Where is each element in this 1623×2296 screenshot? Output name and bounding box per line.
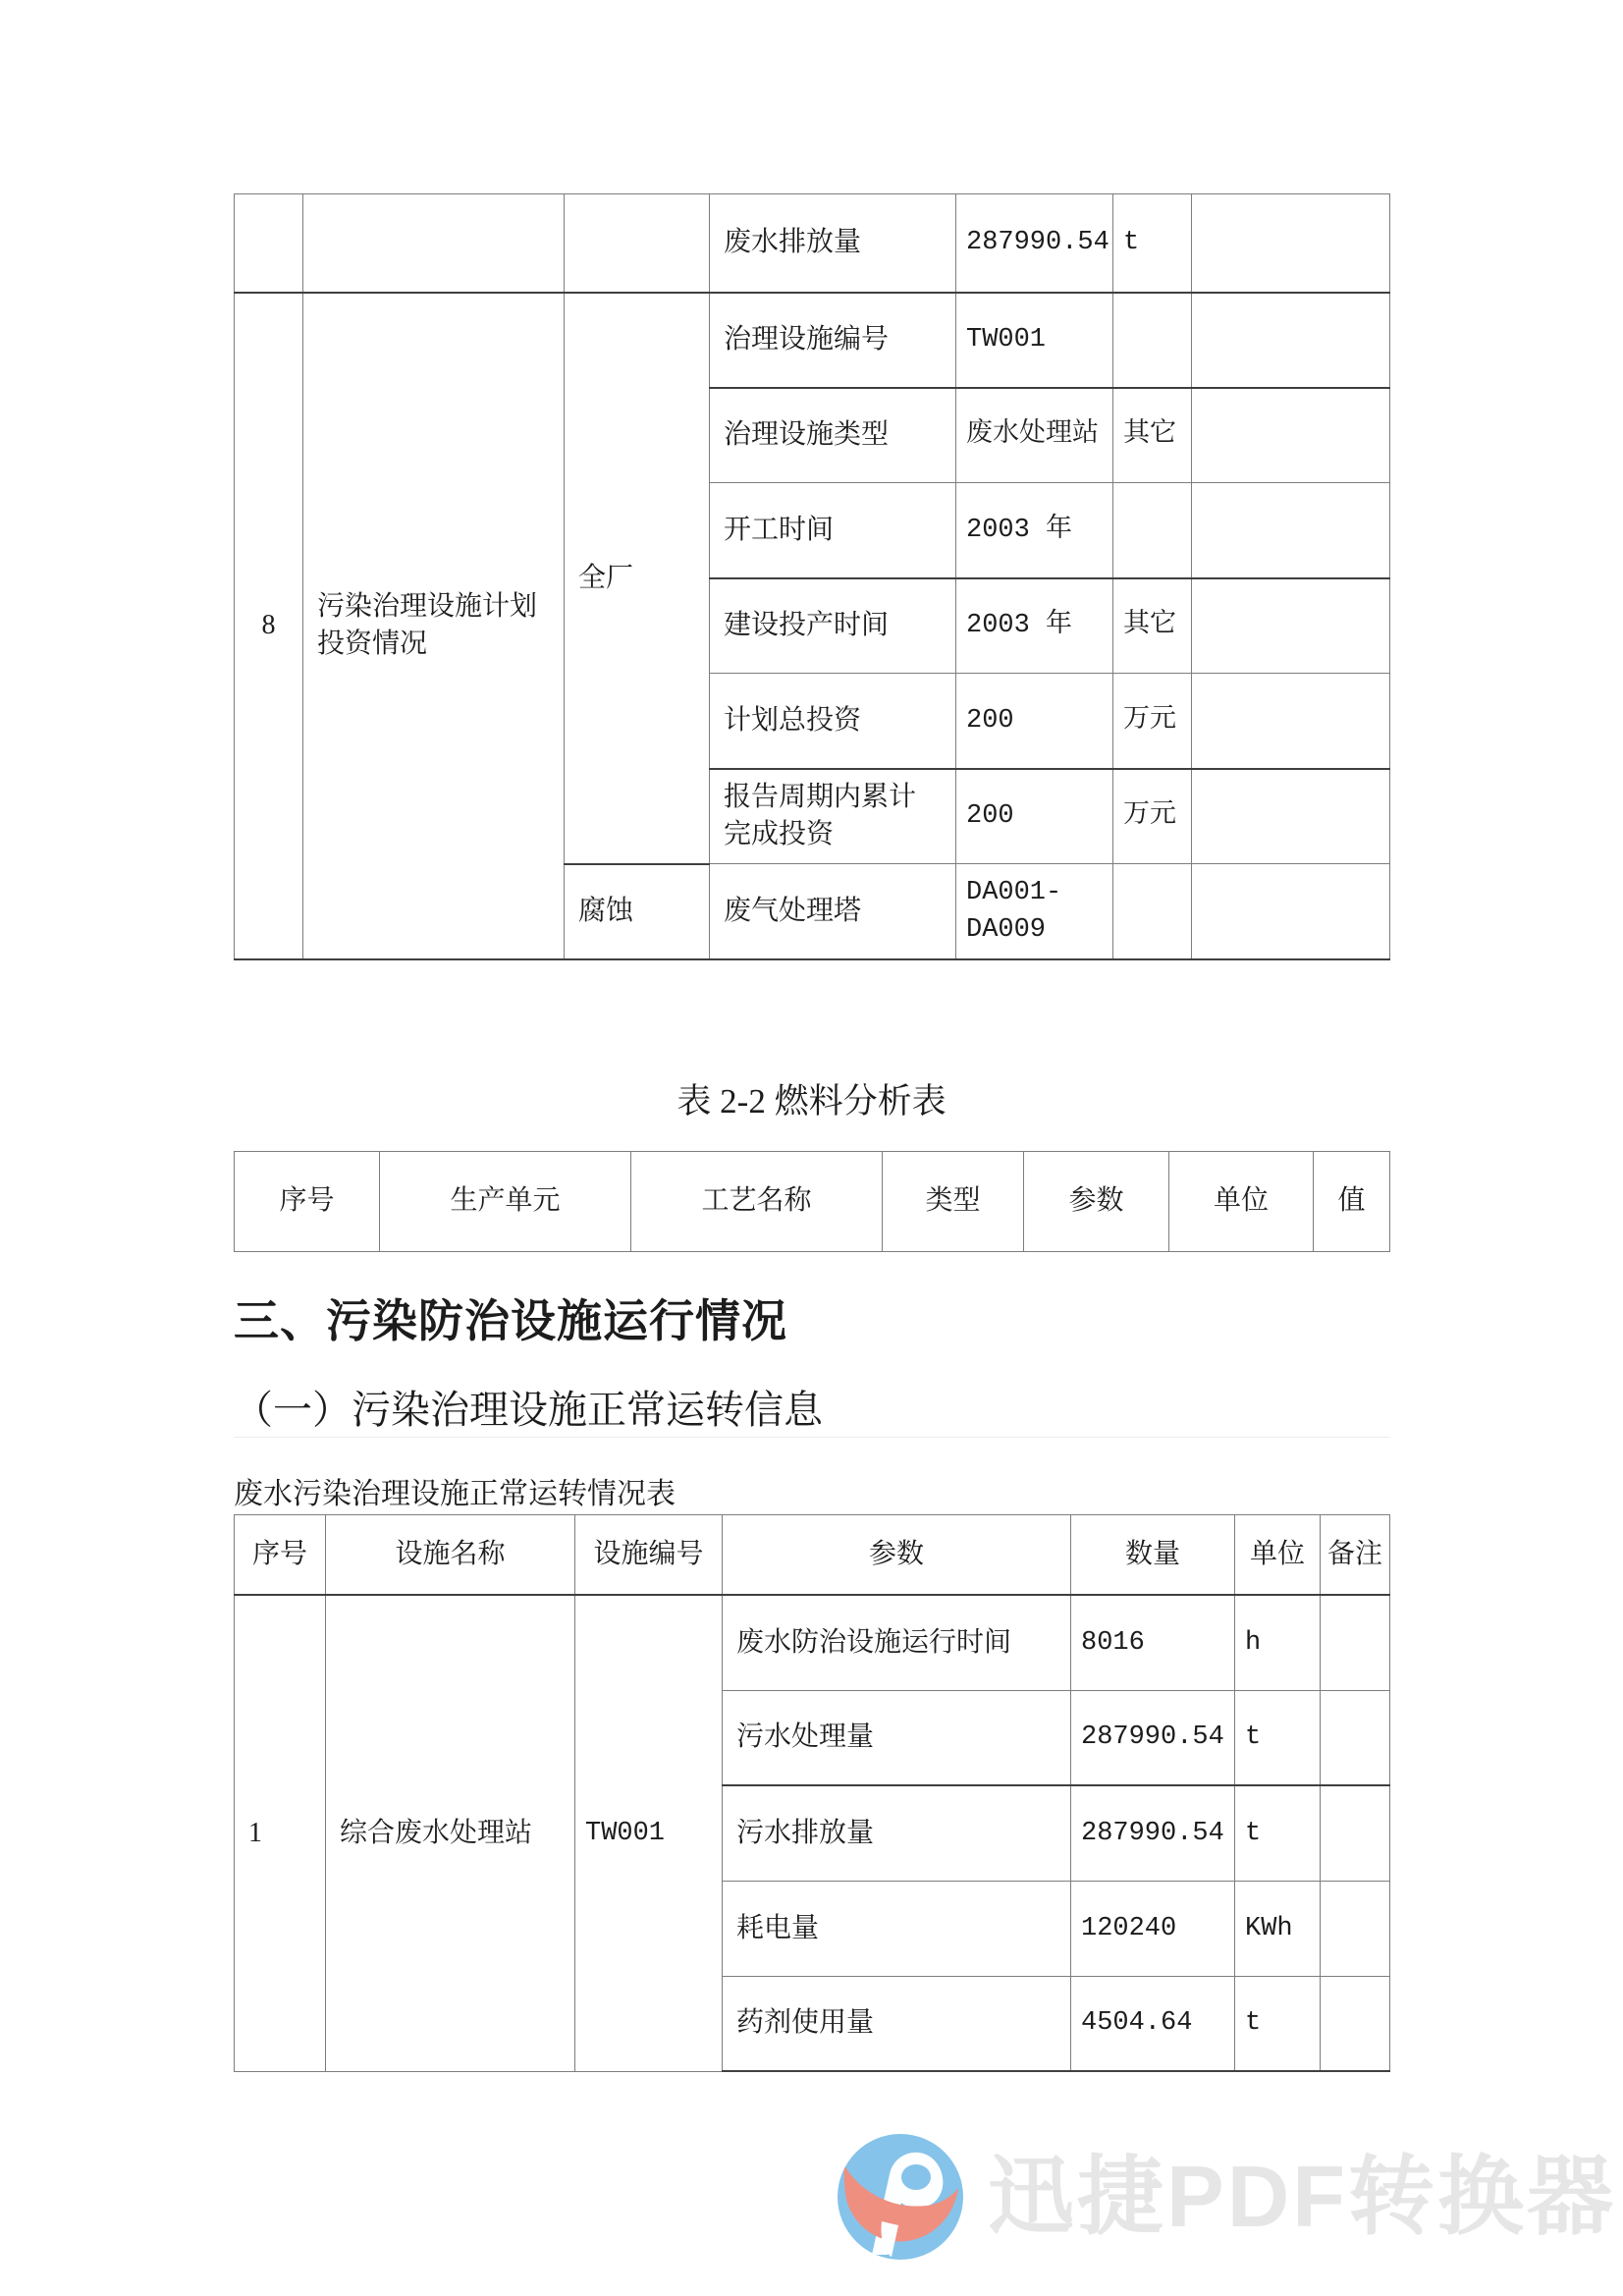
cell-note <box>1321 1785 1390 1881</box>
cell-index: 1 <box>235 1595 326 2071</box>
cell-value: 120240 <box>1071 1881 1235 1976</box>
column-header: 生产单元 <box>380 1151 631 1251</box>
cell-unit: 其它 <box>1113 388 1192 483</box>
subsection-heading: （一）污染治理设施正常运转信息 <box>234 1384 1389 1438</box>
table-row <box>235 1595 1390 1690</box>
cell-unit: h <box>1235 1595 1321 1690</box>
cell-scope <box>565 194 710 293</box>
column-header: 设施名称 <box>326 1514 575 1595</box>
cell-param: 废水防治设施运行时间 <box>723 1595 1071 1690</box>
cell-value: 200 <box>956 674 1113 769</box>
column-header: 序号 <box>235 1151 380 1251</box>
cell-param: 污水排放量 <box>723 1785 1071 1881</box>
cell-param: 废气处理塔 <box>710 864 956 959</box>
cell-value: 8016 <box>1071 1595 1235 1690</box>
cell-param: 建设投产时间 <box>710 578 956 674</box>
cell-note <box>1192 674 1390 769</box>
cell-note <box>1192 864 1390 959</box>
cell-note <box>1192 483 1390 578</box>
cell-unit: KWh <box>1235 1881 1321 1976</box>
cell-param: 计划总投资 <box>710 674 956 769</box>
column-header: 单位 <box>1169 1151 1314 1251</box>
cell-category: 污染治理设施计划投资情况 <box>303 293 565 959</box>
cell-note <box>1192 578 1390 674</box>
cell-note <box>1321 1976 1390 2071</box>
table-header-row <box>235 1514 1390 1595</box>
cell-value: 287990.54 <box>1071 1690 1235 1785</box>
column-header: 数量 <box>1071 1514 1235 1595</box>
column-header: 序号 <box>235 1514 326 1595</box>
column-header: 参数 <box>723 1514 1071 1595</box>
cell-note <box>1192 194 1390 293</box>
cell-unit: t <box>1235 1976 1321 2071</box>
cell-value: 废水处理站 <box>956 388 1113 483</box>
cell-param: 耗电量 <box>723 1881 1071 1976</box>
cell-value: 2003 年 <box>956 578 1113 674</box>
cell-param: 污水处理量 <box>723 1690 1071 1785</box>
cell-unit: 万元 <box>1113 674 1192 769</box>
cell-value: DA001-DA009 <box>956 864 1113 959</box>
table-row <box>235 293 1390 388</box>
cell-note <box>1192 769 1390 864</box>
column-header: 工艺名称 <box>631 1151 883 1251</box>
cell-value: 200 <box>956 769 1113 864</box>
cell-facility-code: TW001 <box>575 1595 723 2071</box>
cell-unit: t <box>1113 194 1192 293</box>
cell-unit <box>1113 483 1192 578</box>
table-row <box>235 194 1390 293</box>
fuel-analysis-table-title: 表 2-2 燃料分析表 <box>676 1081 947 1121</box>
cell-value: 2003 年 <box>956 483 1113 578</box>
column-header: 参数 <box>1024 1151 1169 1251</box>
cell-note <box>1192 388 1390 483</box>
cell-value: 287990.54 <box>956 194 1113 293</box>
cell-facility-name: 综合废水处理站 <box>326 1595 575 2071</box>
cell-param: 废水排放量 <box>710 194 956 293</box>
column-header: 值 <box>1314 1151 1390 1251</box>
cell-category <box>303 194 565 293</box>
table-caption: 废水污染治理设施正常运转情况表 <box>234 1477 676 1510</box>
cell-note <box>1321 1881 1390 1976</box>
cell-unit: t <box>1235 1690 1321 1785</box>
pdf-converter-watermark <box>837 2133 1616 2261</box>
cell-scope: 全厂 <box>565 293 710 864</box>
column-header: 备注 <box>1321 1514 1390 1595</box>
cell-unit: 其它 <box>1113 578 1192 674</box>
table-header-row <box>235 1151 1390 1251</box>
cell-param: 开工时间 <box>710 483 956 578</box>
cell-param: 药剂使用量 <box>723 1976 1071 2071</box>
cell-value: TW001 <box>956 293 1113 388</box>
cell-index: 8 <box>235 293 303 959</box>
cell-unit: t <box>1235 1785 1321 1881</box>
cell-note <box>1192 293 1390 388</box>
column-header: 单位 <box>1235 1514 1321 1595</box>
section-heading: 三、污染防治设施运行情况 <box>234 1294 787 1346</box>
cell-param: 治理设施类型 <box>710 388 956 483</box>
cell-value: 4504.64 <box>1071 1976 1235 2071</box>
column-header: 设施编号 <box>575 1514 723 1595</box>
cell-param: 治理设施编号 <box>710 293 956 388</box>
cell-note <box>1321 1690 1390 1785</box>
fuel-analysis-table <box>234 1151 1390 1252</box>
cell-unit <box>1113 864 1192 959</box>
pollution-investment-table <box>234 193 1390 960</box>
cell-unit: 万元 <box>1113 769 1192 864</box>
cell-index <box>235 194 303 293</box>
cell-value: 287990.54 <box>1071 1785 1235 1881</box>
cell-scope: 腐蚀 <box>565 864 710 959</box>
watermark-text: 迅捷PDF转换器 <box>988 2148 1617 2245</box>
page-content <box>234 193 1389 2072</box>
cell-note <box>1321 1595 1390 1690</box>
pdf-converter-logo-icon <box>837 2133 964 2261</box>
wastewater-facility-operation-table <box>234 1514 1390 2073</box>
column-header: 类型 <box>883 1151 1024 1251</box>
cell-param: 报告周期内累计完成投资 <box>710 769 956 864</box>
cell-unit <box>1113 293 1192 388</box>
